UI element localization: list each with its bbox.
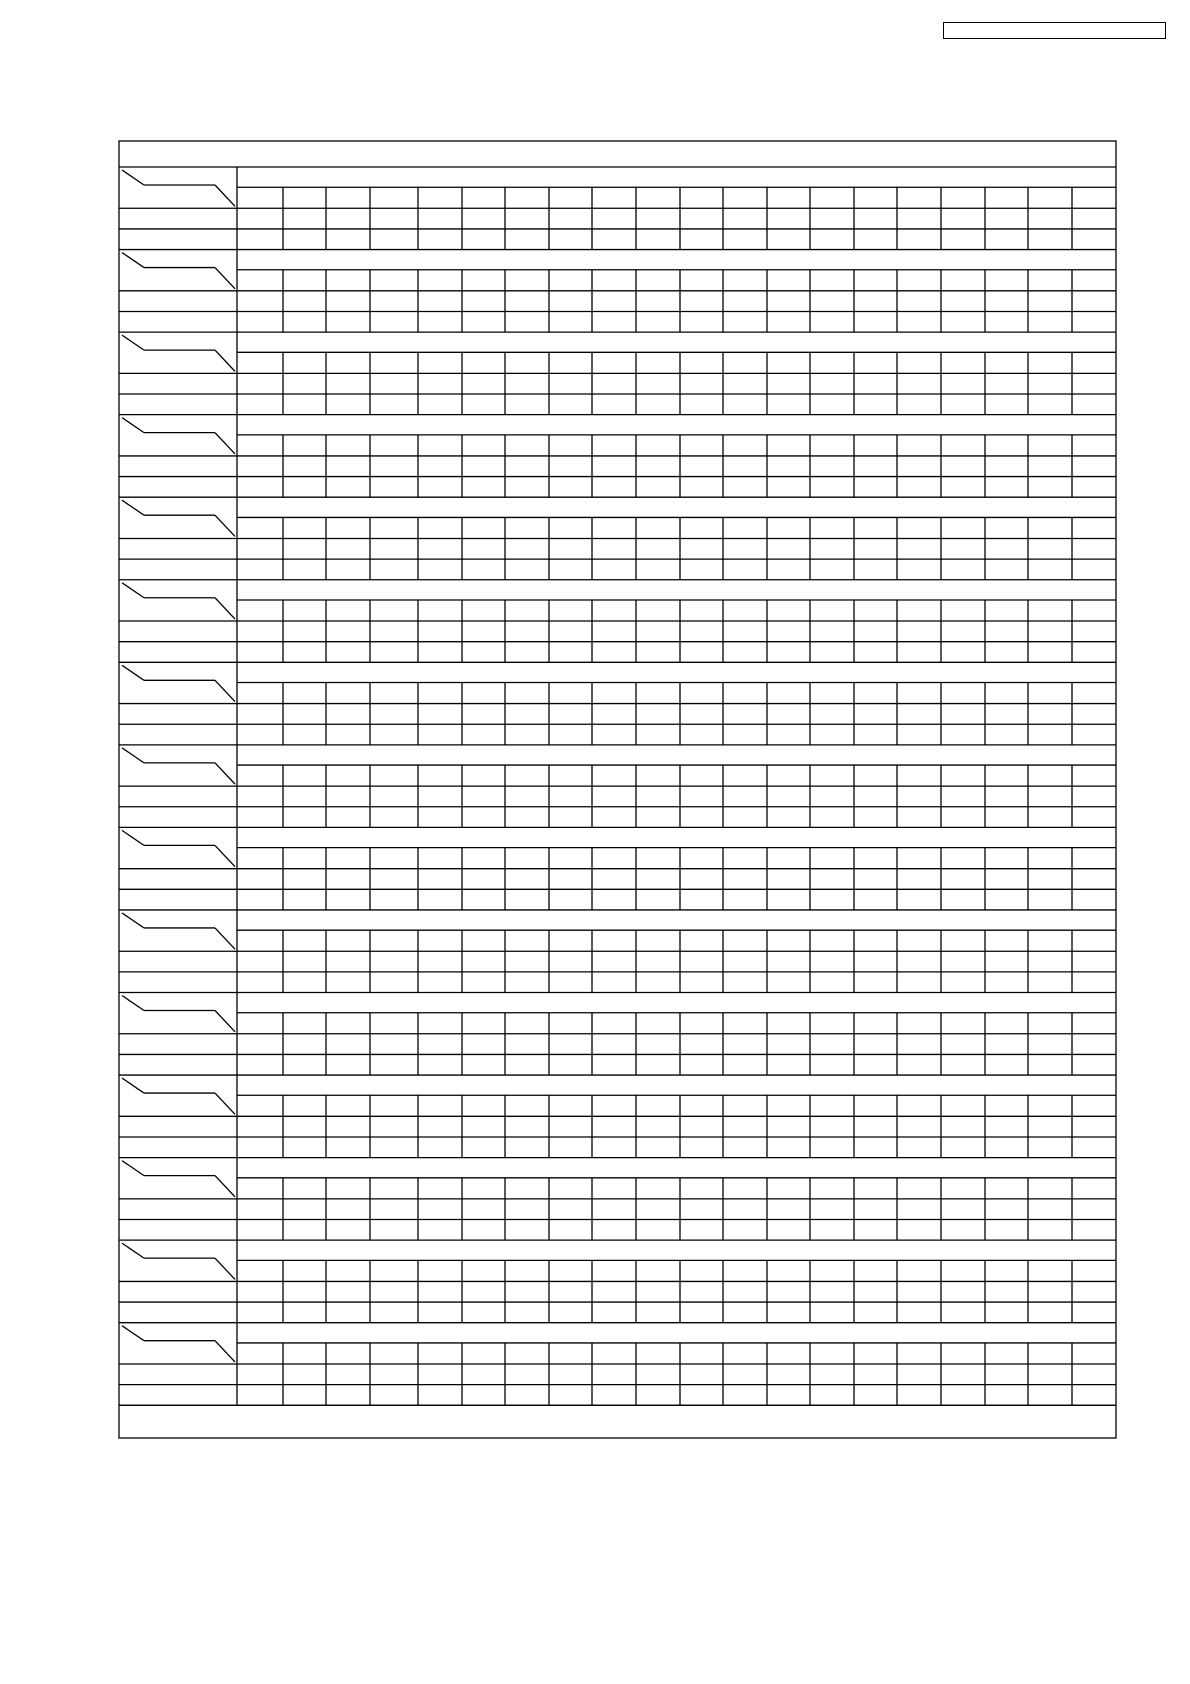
label-diagonal (215, 1258, 235, 1279)
label-diagonal (215, 763, 235, 784)
label-diagonal (122, 1326, 144, 1341)
label-diagonal (122, 665, 144, 680)
label-diagonal (215, 1341, 235, 1362)
label-diagonal (215, 928, 235, 949)
label-diagonal (122, 500, 144, 515)
label-diagonal (215, 1093, 235, 1114)
label-diagonal (215, 1176, 235, 1197)
label-diagonal (122, 1243, 144, 1258)
label-diagonal (122, 583, 144, 598)
label-diagonal (215, 515, 235, 536)
label-diagonal (215, 268, 235, 289)
label-diagonal (122, 1078, 144, 1093)
label-diagonal (215, 185, 235, 206)
label-diagonal (122, 748, 144, 763)
label-diagonal (122, 335, 144, 350)
label-diagonal (122, 913, 144, 928)
label-diagonal (122, 996, 144, 1011)
label-diagonal (215, 1011, 235, 1032)
label-diagonal (215, 680, 235, 701)
label-diagonal (215, 598, 235, 619)
label-diagonal (122, 1161, 144, 1176)
label-diagonal (122, 830, 144, 845)
label-diagonal (122, 418, 144, 433)
label-diagonal (215, 350, 235, 371)
label-diagonal (215, 433, 235, 454)
label-diagonal (215, 845, 235, 866)
label-diagonal (122, 253, 144, 268)
label-diagonal (122, 170, 144, 185)
table-frame (119, 141, 1116, 1438)
